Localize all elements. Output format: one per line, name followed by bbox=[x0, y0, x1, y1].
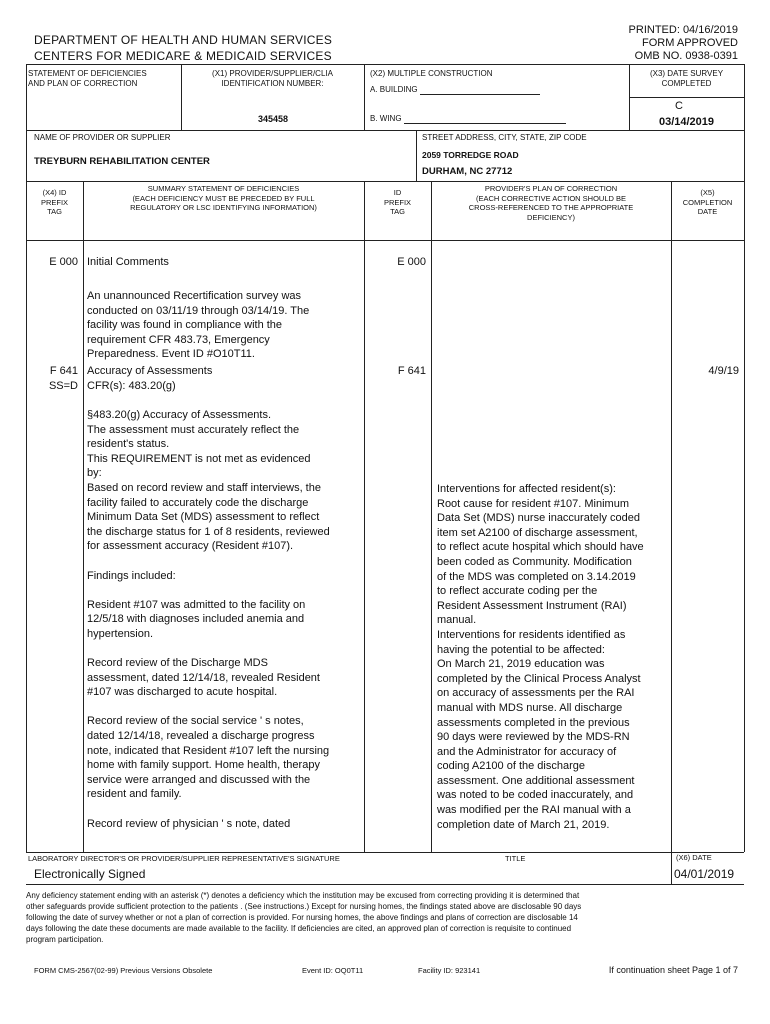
x1-label: (X1) PROVIDER/SUPPLIER/CLIA IDENTIFICATION NUMBER: bbox=[212, 69, 333, 88]
survey-letter: C bbox=[675, 100, 683, 112]
f641-title: Accuracy of Assessments bbox=[87, 365, 213, 377]
initial-comments-title: Initial Comments bbox=[87, 256, 169, 268]
wing-label: B. WING bbox=[370, 114, 402, 123]
x3-label: (X3) DATE SURVEY COMPLETED bbox=[649, 69, 724, 88]
rule bbox=[26, 181, 744, 182]
rule bbox=[26, 852, 744, 853]
rule bbox=[26, 884, 744, 885]
rule bbox=[26, 240, 744, 241]
agency-name bbox=[34, 32, 332, 64]
rule bbox=[744, 64, 745, 852]
title-label: TITLE bbox=[505, 854, 526, 863]
rule bbox=[416, 130, 417, 181]
signature-value: Electronically Signed bbox=[34, 867, 146, 881]
form-number: FORM CMS-2567(02-99) Previous Versions Obsolete bbox=[34, 966, 213, 975]
rule bbox=[671, 181, 672, 852]
completion-date: 4/9/19 bbox=[708, 365, 739, 377]
rule bbox=[26, 130, 744, 131]
form-approved: FORM APPROVED bbox=[642, 37, 738, 49]
event-id: Event ID: OQ0T11 bbox=[302, 966, 364, 975]
agency-line-2: CENTERS FOR MEDICARE & MEDICAID SERVICES bbox=[34, 49, 332, 63]
page-indicator: If continuation sheet Page 1 of 7 bbox=[608, 965, 738, 975]
signature-date: 04/01/2019 bbox=[674, 867, 735, 881]
rule bbox=[83, 181, 84, 852]
rule bbox=[364, 64, 365, 130]
rule bbox=[629, 97, 744, 98]
x5-header: (X5) COMPLETION DATE bbox=[682, 188, 733, 216]
omb-number: OMB NO. 0938-0391 bbox=[634, 50, 738, 62]
tag-f641-left: F 641 bbox=[49, 365, 78, 377]
rule bbox=[364, 181, 365, 852]
provider-name-label: NAME OF PROVIDER OR SUPPLIER bbox=[34, 133, 171, 142]
building-field bbox=[370, 85, 540, 95]
provider-id-number: 345458 bbox=[258, 114, 289, 124]
wing-blank bbox=[404, 114, 566, 124]
survey-date: 03/14/2019 bbox=[658, 116, 715, 128]
statement-label: STATEMENT OF DEFICIENCIES AND PLAN OF CORRECTION bbox=[28, 69, 147, 88]
address-label: STREET ADDRESS, CITY, STATE, ZIP CODE bbox=[422, 133, 587, 142]
tag-scope-severity: SS=D bbox=[48, 380, 78, 392]
agency-line-1: DEPARTMENT OF HEALTH AND HUMAN SERVICES bbox=[34, 33, 333, 47]
tag-e000-left: E 000 bbox=[49, 256, 78, 268]
rule bbox=[431, 181, 432, 852]
street-address: 2059 TORREDGE ROAD bbox=[422, 150, 519, 160]
city-state-zip: DURHAM, NC 27712 bbox=[422, 166, 513, 177]
provider-name: TREYBURN REHABILITATION CENTER bbox=[34, 156, 210, 167]
rule bbox=[671, 852, 672, 884]
wing-field bbox=[370, 114, 566, 124]
f641-cfr: CFR(s): 483.20(g) bbox=[87, 380, 176, 392]
id-header: ID PREFIX TAG bbox=[383, 188, 412, 216]
building-label: A. BUILDING bbox=[370, 85, 418, 94]
disclaimer-text: Any deficiency statement ending with an asterisk (*) denotes a deficiency which the institution may be excused from correcting providing it is determined that other safeguards provide sufficient protection to the patients . (See instructions.) Except for nursing homes, the findings stated above are disclosable 90 days following the date of survey whether or not a plan of correction is provided. For nursing homes, the above findings and plans of correction are disclosable 14 days following the date these documents are made available to the facility. If deficiencies are cited, an approved plan of correction is requisite to continued program participation. bbox=[26, 891, 582, 944]
tag-f641-right: F 641 bbox=[397, 365, 426, 377]
building-blank bbox=[420, 85, 540, 95]
rule bbox=[26, 64, 27, 852]
plan-of-correction-text: Interventions for affected resident(s): Root cause for resident #107. Minimum Data Set (MDS) nurse inaccurately coded item set A2100 of discharge assessment, to reflect acute hospital which should have been coded as Community. Modification of the MDS was completed on 3.14.2019 to reflect accurate coding per the Resident Assessment Instrument (RAI) manual. Interventions for residents identified as having the potential to be affected: On March 21, 2019 education was completed by the Clinical Process Analyst on accuracy of assessments per the RAI manual with MDS nurse. All discharge assessments completed in the previous 90 days were reviewed by the MDS-RN and the Administrator for accuracy of coding A2100 of the discharge assessment. One additional assessment was noted to be coded inaccurately, and was modified per the RAI manual with a completion date of March 21, 2019. bbox=[437, 483, 644, 831]
plan-header: PROVIDER'S PLAN OF CORRECTION (EACH CORRECTIVE ACTION SHOULD BE CROSS-REFERENCED TO THE APPROPRIATE DEFICIENCY) bbox=[468, 184, 634, 222]
form-approval-block bbox=[629, 24, 738, 63]
rule bbox=[26, 64, 744, 65]
x4-header: (X4) ID PREFIX TAG bbox=[40, 188, 69, 216]
summary-header: SUMMARY STATEMENT OF DEFICIENCIES (EACH DEFICIENCY MUST BE PRECEDED BY FULL REGULATORY OR LSC IDENTIFYING INFORMATION) bbox=[130, 184, 317, 212]
facility-id: Facility ID: 923141 bbox=[418, 966, 481, 975]
signature-label: LABORATORY DIRECTOR'S OR PROVIDER/SUPPLIER REPRESENTATIVE'S SIGNATURE bbox=[28, 854, 340, 863]
deficiency-text: §483.20(g) Accuracy of Assessments. The assessment must accurately reflect the resident's status. This REQUIREMENT is not met as evidenced by: Based on record review and staff interviews, the facility failed to accurately code the discharge Minimum Data Set (MDS) assessment to reflect the discharge status for 1 of 8 residents, reviewed for assessment accuracy (Resident #107). Findings included: Resident #107 was admitted to the facility on 12/5/18 with diagnoses included anemia and hypertension. Record review of the Discharge MDS assessment, dated 12/14/18, revealed Resident #107 was discharged to acute hospital. Record review of the social service ' s notes, dated 12/14/18, revealed a discharge progress note, indicated that Resident #107 left the nursing home with family support. Home health, therapy service were arranged and discussed with the resident and family. Record review of physician ' s note, dated bbox=[87, 409, 330, 830]
tag-e000-right: E 000 bbox=[397, 256, 426, 268]
intro-text: An unannounced Recertification survey was conducted on 03/11/19 through 03/14/19. The facility was found in compliance with the requirement CFR 483.73, Emergency Preparedness. Event ID #O10T11. bbox=[87, 290, 310, 361]
date-label: (X6) DATE bbox=[676, 853, 712, 862]
x2-label: (X2) MULTIPLE CONSTRUCTION bbox=[370, 69, 493, 78]
printed-date: PRINTED: 04/16/2019 bbox=[628, 24, 738, 36]
